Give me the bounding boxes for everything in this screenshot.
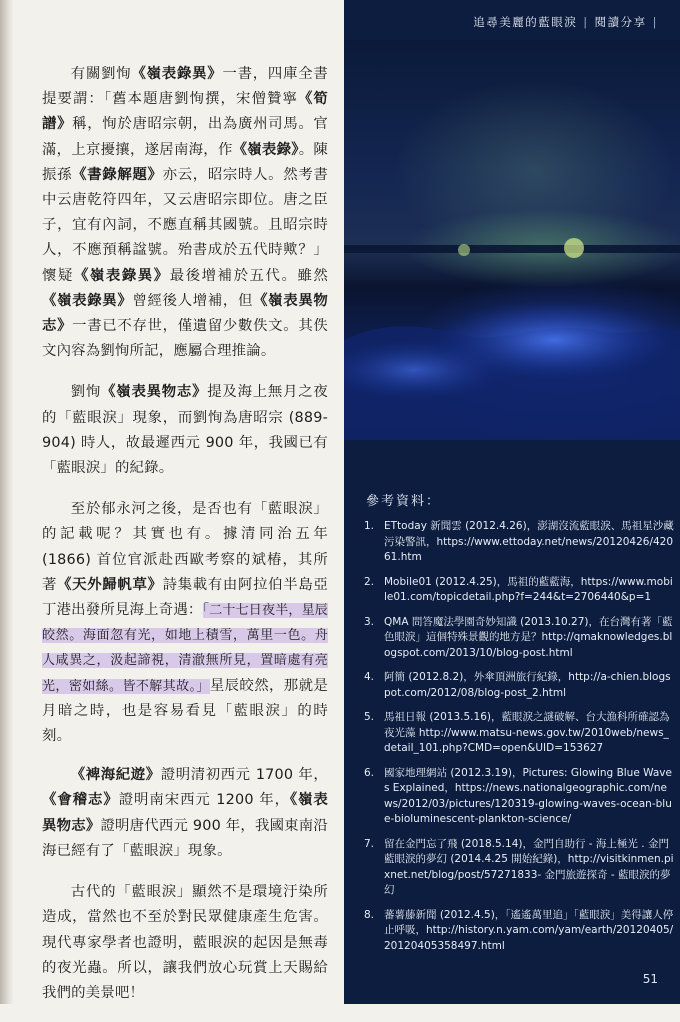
text-run: 至於郁永河之後，是否也有「藍眼淚」的記載呢？其實也有。據清同治五年 (1866) 首位官派赴西歐考察的斌椿，其所著: [42, 501, 328, 593]
text-run: 一書，四庫全書提要謂：「舊本題唐劉恂撰，宋僧贊寧: [42, 66, 329, 108]
header-divider: |: [583, 15, 589, 29]
paragraph-3: [42, 497, 328, 749]
horizon-line: [344, 245, 680, 253]
paragraph-5: [42, 880, 328, 1006]
reference-text: QMA 問答魔法學園奇妙知識 (2013.10.27)，在台灣有著「藍色眼淚」這個特殊景觀的地方是？http://qmaknowledges.blogspot.com/2013/10/blog-post.html: [384, 615, 673, 659]
text-run: 最後增補於五代。雖然: [169, 267, 328, 284]
references-title: 參考資料：: [366, 494, 442, 509]
running-header: [473, 14, 664, 30]
reference-item: [362, 519, 674, 566]
reference-number: 3.: [364, 615, 375, 628]
header-section: 閱讀分享: [594, 15, 647, 29]
reference-text: 國家地理網站 (2012.3.19)，Pictures: Glowing Blue Waves Explained，https://news.nationalgeographic.com/news/2012/03/pictures/120319-glowing-waves-ocean-blue-bioluminescent-plankton-science/: [384, 766, 672, 825]
text-run: 亦云，昭宗時人。然考書中云唐乾符四年，又云唐昭宗即位。唐之臣子，宜有內詞，不應直稱其國號。且昭宗時人，不應預稱諡號。殆書成於五代時歟？」懷疑: [42, 166, 328, 284]
reference-item: [362, 670, 674, 701]
distant-light: [458, 244, 470, 256]
reference-item: [362, 575, 674, 606]
book-title: 《會稽志》: [42, 792, 119, 809]
text-run: 。陳振孫: [42, 141, 328, 183]
text-run: 有關劉恂: [70, 66, 132, 82]
text-run: 提及海上無月之夜的「藍眼淚」現象，而劉恂為唐昭宗 (889-904) 時人，故最遲西元 900 年，我國已有「藍眼淚」的紀錄。: [42, 384, 328, 477]
text-run: 證明南宋西元 1200 年，: [118, 792, 290, 809]
reference-item: [362, 766, 674, 828]
reference-number: 6.: [364, 766, 375, 779]
reference-number: 5.: [364, 711, 375, 723]
reference-text: 阿簡 (2012.8.2)，外傘頂洲旅行紀錄，http://a-chien.blogspot.com/2012/08/blog-post_2.html: [384, 671, 671, 699]
book-title: 《書錄解題》: [72, 166, 163, 183]
reference-text: 留在金門忘了飛 (2018.5.14)，金門自助行 - 海上極光 . 金門藍眼淚的夢幻 (2014.4.25 開始紀錄)，http://visitkinmen.pixnet.net/blog/post/57271833- 金門旅遊探奇 - 藍眼淚的夢幻: [384, 837, 674, 896]
reference-item: [362, 615, 674, 662]
text-run: 證明唐代西元 900 年，我國東南沿海已經有了「藍眼淚」現象。: [42, 817, 328, 859]
blue-side-panel: [344, 0, 680, 1004]
reference-item: [362, 908, 674, 955]
text-run: 證明清初西元 1700 年，: [160, 767, 329, 784]
text-run: 古代的「藍眼淚」顯然不是環境汙染所造成，當然也不至於對民眾健康產生危害。現代專家學者也證明，藍眼淚的起因是無毒的夜光蟲。所以，讓我們放心玩賞上天賜給我們的美景吧！: [42, 884, 328, 1001]
book-title: 《嶺表錄》: [232, 141, 299, 158]
reference-number: 2.: [364, 575, 375, 588]
reference-text: 馬祖日報 (2013.5.16)，藍眼淚之謎破解、台大漁科所確認為夜光藻 http://www.matsu-news.gov.tw/2010web/news_detail_101.php?CMD=open&UID=153627: [384, 711, 670, 754]
distant-light: [564, 238, 584, 258]
reference-number: 7.: [364, 837, 375, 850]
book-title: 《筍譜》: [42, 91, 329, 133]
photo-illustration: [344, 40, 680, 440]
reference-text: ETtoday 新聞雲 (2012.4.26)，澎湖沒流藍眼淚、馬祖星沙藏污染警訊，https://www.ettoday.net/news/20120426/42061.htm: [384, 520, 674, 563]
reference-text: 蕃薯藤新聞 (2012.4.5)，「遙遙萬里追」「藍眼淚」美得讓人停止呼吸，http://history.n.yam.com/yam/earth/20120405/20120405358497.html: [384, 908, 674, 952]
header-title: 追尋美麗的藍眼淚: [473, 15, 578, 29]
aurora-glow: [394, 80, 674, 260]
reference-item: [362, 710, 674, 757]
page-number: 51: [642, 972, 658, 986]
book-title: 《嶺表異物志》: [42, 792, 328, 834]
book-title: 《嶺表異物志》: [101, 384, 208, 401]
header-divider: |: [652, 15, 658, 29]
reference-number: 8.: [364, 908, 375, 921]
references-section: [362, 490, 674, 963]
article-body: [42, 62, 328, 1022]
text-run: 稱，恂於唐昭宗朝，出為廣州司馬。官滿，上京擾攘，遂居南海，作: [42, 116, 328, 158]
bioluminescent-coast-photo: [344, 40, 680, 440]
reference-item: [362, 837, 674, 899]
reference-number: 4.: [364, 671, 375, 683]
paragraph-4: [42, 763, 328, 864]
paragraph-2: [42, 380, 328, 481]
book-title: 《嶺表錄異》: [73, 267, 170, 284]
highlighted-quote: 「二十七日夜半，星辰皎然。海面忽有光，如地上積雪，萬里一色。舟人咸異之，汲起諦視，清澈無所見，置暗處有亮光，密如絲。皆不解其故。」: [42, 603, 329, 694]
text-run: 劉恂: [70, 384, 102, 401]
paragraph-1: [42, 62, 328, 364]
book-title: 《嶺表異物志》: [42, 292, 328, 335]
text-run: 曾經後人增補，但: [132, 292, 254, 309]
book-title: 《嶺表錄異》: [42, 292, 133, 309]
text-run: 一書已不存世，僅遺留少數佚文。其佚文內容為劉恂所記，應屬合理推論。: [42, 318, 328, 360]
book-title: 《裨海紀遊》: [70, 767, 161, 784]
book-title: 《天外歸帆草》: [57, 576, 163, 593]
text-run: 詩集載有由阿拉伯半島亞丁港出發所見海上奇遇：: [42, 576, 328, 619]
references-list: [362, 519, 674, 954]
reference-number: 1.: [364, 520, 375, 532]
reference-text: Mobile01 (2012.4.25)，馬祖的藍藍海，https://www.mobile01.com/topicdetail.php?f=244&t=2706440&p=1: [384, 575, 673, 603]
book-title: 《嶺表錄異》: [131, 66, 223, 82]
book-spine-shadow: [0, 0, 14, 1004]
text-run: 星辰皎然，那就是月暗之時，也是容易看見「藍眼淚」的時刻。: [42, 677, 328, 745]
